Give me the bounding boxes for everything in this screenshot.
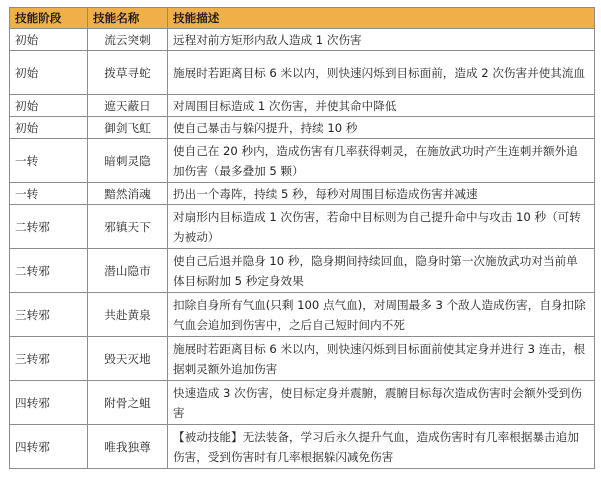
skill-description-cell: 【被动技能】无法装备，学习后永久提升气血，造成伤害时有几率根据暴击追加伤害，受到伤害时有几率根据躲闪减免伤害 bbox=[168, 425, 595, 469]
skill-stage-cell: 二转邪 bbox=[10, 249, 88, 293]
skill-description-cell: 施展时若距离目标 6 米以内，则快速闪烁到目标面前，造成 2 次伤害并使其流血 bbox=[168, 51, 595, 95]
skill-name-cell: 御剑飞虹 bbox=[88, 117, 168, 139]
table-row bbox=[10, 337, 595, 381]
skill-table bbox=[9, 7, 595, 469]
header-name: 技能名称 bbox=[88, 8, 168, 29]
table-row bbox=[10, 249, 595, 293]
table-row bbox=[10, 29, 595, 51]
skill-name-cell: 潜山隐市 bbox=[88, 249, 168, 293]
skill-name-cell: 暗刺灵隐 bbox=[88, 139, 168, 183]
header-stage: 技能阶段 bbox=[10, 8, 88, 29]
skill-description-cell: 对扇形内目标造成 1 次伤害，若命中目标则为自己提升命中与攻击 10 秒（可转为被动） bbox=[168, 205, 595, 249]
skill-stage-cell: 四转邪 bbox=[10, 425, 88, 469]
skill-name-cell: 拨草寻蛇 bbox=[88, 51, 168, 95]
skill-name-cell: 共赴黄泉 bbox=[88, 293, 168, 337]
table-row bbox=[10, 205, 595, 249]
header-row bbox=[10, 8, 595, 29]
skill-name-cell: 遮天蔽日 bbox=[88, 95, 168, 117]
skill-description-cell: 对周围目标造成 1 次伤害，并使其命中降低 bbox=[168, 95, 595, 117]
skill-name-cell: 唯我独尊 bbox=[88, 425, 168, 469]
table-row bbox=[10, 51, 595, 95]
header-description: 技能描述 bbox=[168, 8, 595, 29]
skill-name-cell: 附骨之蛆 bbox=[88, 381, 168, 425]
skill-stage-cell: 初始 bbox=[10, 95, 88, 117]
skill-name-cell: 毁天灭地 bbox=[88, 337, 168, 381]
skill-description-cell: 使自己在 20 秒内，造成伤害有几率获得刺灵，在施放武功时产生连刺并额外追加伤害（最多叠加 5 颗） bbox=[168, 139, 595, 183]
skill-stage-cell: 三转邪 bbox=[10, 337, 88, 381]
skill-description-cell: 施展时若距离目标 6 米以内，则快速闪烁到目标面前使其定身并进行 3 连击，根据刺灵额外追加伤害 bbox=[168, 337, 595, 381]
skill-stage-cell: 四转邪 bbox=[10, 381, 88, 425]
skill-description-cell: 远程对前方矩形内敌人造成 1 次伤害 bbox=[168, 29, 595, 51]
table-row bbox=[10, 117, 595, 139]
table-row bbox=[10, 95, 595, 117]
table-row bbox=[10, 139, 595, 183]
skill-name-cell: 邪镇天下 bbox=[88, 205, 168, 249]
skill-stage-cell: 二转邪 bbox=[10, 205, 88, 249]
skill-stage-cell: 初始 bbox=[10, 29, 88, 51]
skill-description-cell: 使自己暴击与躲闪提升，持续 10 秒 bbox=[168, 117, 595, 139]
skill-stage-cell: 三转邪 bbox=[10, 293, 88, 337]
skill-stage-cell: 一转 bbox=[10, 183, 88, 205]
skill-name-cell: 黯然消魂 bbox=[88, 183, 168, 205]
skill-stage-cell: 初始 bbox=[10, 117, 88, 139]
table-row bbox=[10, 183, 595, 205]
table-row bbox=[10, 425, 595, 469]
skill-description-cell: 快速造成 3 次伤害，使目标定身并震腑，震腑目标每次造成伤害时会额外受到伤害 bbox=[168, 381, 595, 425]
table-row bbox=[10, 381, 595, 425]
skill-stage-cell: 一转 bbox=[10, 139, 88, 183]
skill-name-cell: 流云突刺 bbox=[88, 29, 168, 51]
skill-description-cell: 扣除自身所有气血(只剩 100 点气血)，对周围最多 3 个敌人造成伤害，自身扣除气血会追加到伤害中，之后自己短时间内不死 bbox=[168, 293, 595, 337]
table-row bbox=[10, 293, 595, 337]
skill-description-cell: 使自己后退并隐身 10 秒，隐身期间持续回血，隐身时第一次施放武功对当前单体目标附加 5 秒定身效果 bbox=[168, 249, 595, 293]
skill-rows bbox=[10, 29, 595, 469]
skill-description-cell: 扔出一个毒阵，持续 5 秒，每秒对周围目标造成伤害并减速 bbox=[168, 183, 595, 205]
skill-stage-cell: 初始 bbox=[10, 51, 88, 95]
